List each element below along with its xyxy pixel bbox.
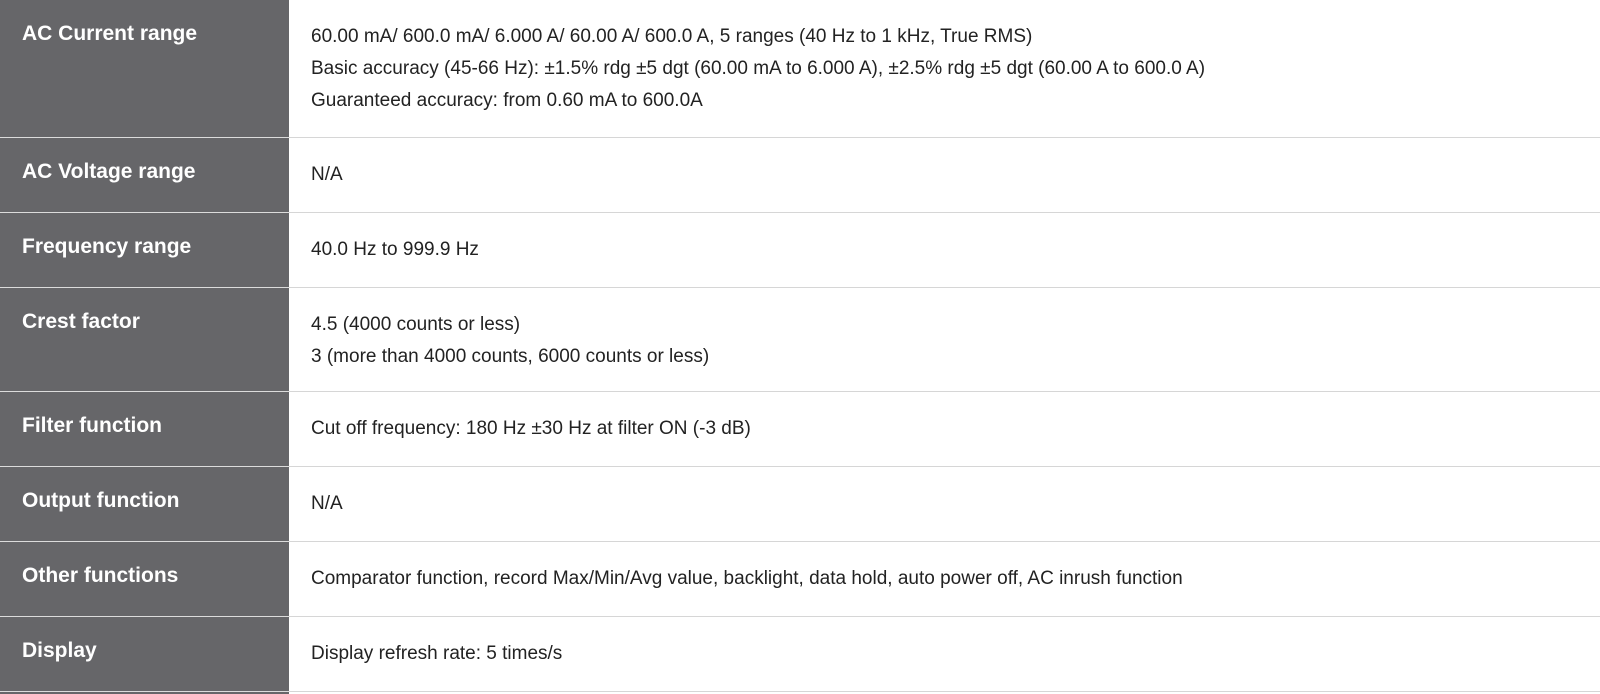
spec-label: Other functions — [0, 541, 289, 616]
spec-value-line: Comparator function, record Max/Min/Avg value, backlight, data hold, auto power off, AC inrush function — [311, 567, 1183, 589]
spec-value-line: N/A — [311, 163, 343, 185]
spec-row-ac-current-range — [0, 0, 1600, 137]
spec-label: AC Current range — [0, 0, 289, 137]
spec-label: Frequency range — [0, 212, 289, 287]
spec-value-line: Display refresh rate: 5 times/s — [311, 642, 563, 664]
spec-row-output-function — [0, 466, 1600, 541]
spec-value-line: 3 (more than 4000 counts, 6000 counts or less) — [311, 345, 710, 367]
spec-value-line: Guaranteed accuracy: from 0.60 mA to 600.0A — [311, 90, 703, 111]
spec-row-crest-factor — [0, 287, 1600, 391]
spec-row-frequency-range — [0, 212, 1600, 287]
spec-value — [289, 541, 1600, 616]
spec-value-line: 4.5 (4000 counts or less) — [311, 313, 521, 335]
spec-value-line: Basic accuracy (45-66 Hz): ±1.5% rdg ±5 dgt (60.00 mA to 6.000 A), ±2.5% rdg ±5 dgt (60.00 A to 600.0 A) — [311, 58, 1206, 79]
spec-label: Filter function — [0, 391, 289, 466]
spec-value — [289, 616, 1600, 691]
spec-row-ac-voltage-range — [0, 137, 1600, 212]
spec-value — [289, 212, 1600, 287]
spec-value-line: N/A — [311, 492, 343, 514]
spec-value — [289, 0, 1600, 137]
spec-label: AC Voltage range — [0, 137, 289, 212]
spec-label: Display — [0, 616, 289, 691]
spec-row-display — [0, 616, 1600, 691]
spec-value — [289, 391, 1600, 466]
spec-value — [289, 466, 1600, 541]
spec-label: Output function — [0, 466, 289, 541]
spec-value — [289, 137, 1600, 212]
spec-value-line: 60.00 mA/ 600.0 mA/ 6.000 A/ 60.00 A/ 600.0 A, 5 ranges (40 Hz to 1 kHz, True RMS) — [311, 26, 1033, 47]
spec-value-line: 40.0 Hz to 999.9 Hz — [311, 238, 479, 260]
spec-label: Crest factor — [0, 287, 289, 391]
spec-row-other-functions — [0, 541, 1600, 616]
spec-row-filter-function — [0, 391, 1600, 466]
spec-value — [289, 287, 1600, 391]
spec-value-line: Cut off frequency: 180 Hz ±30 Hz at filter ON (-3 dB) — [311, 417, 751, 439]
